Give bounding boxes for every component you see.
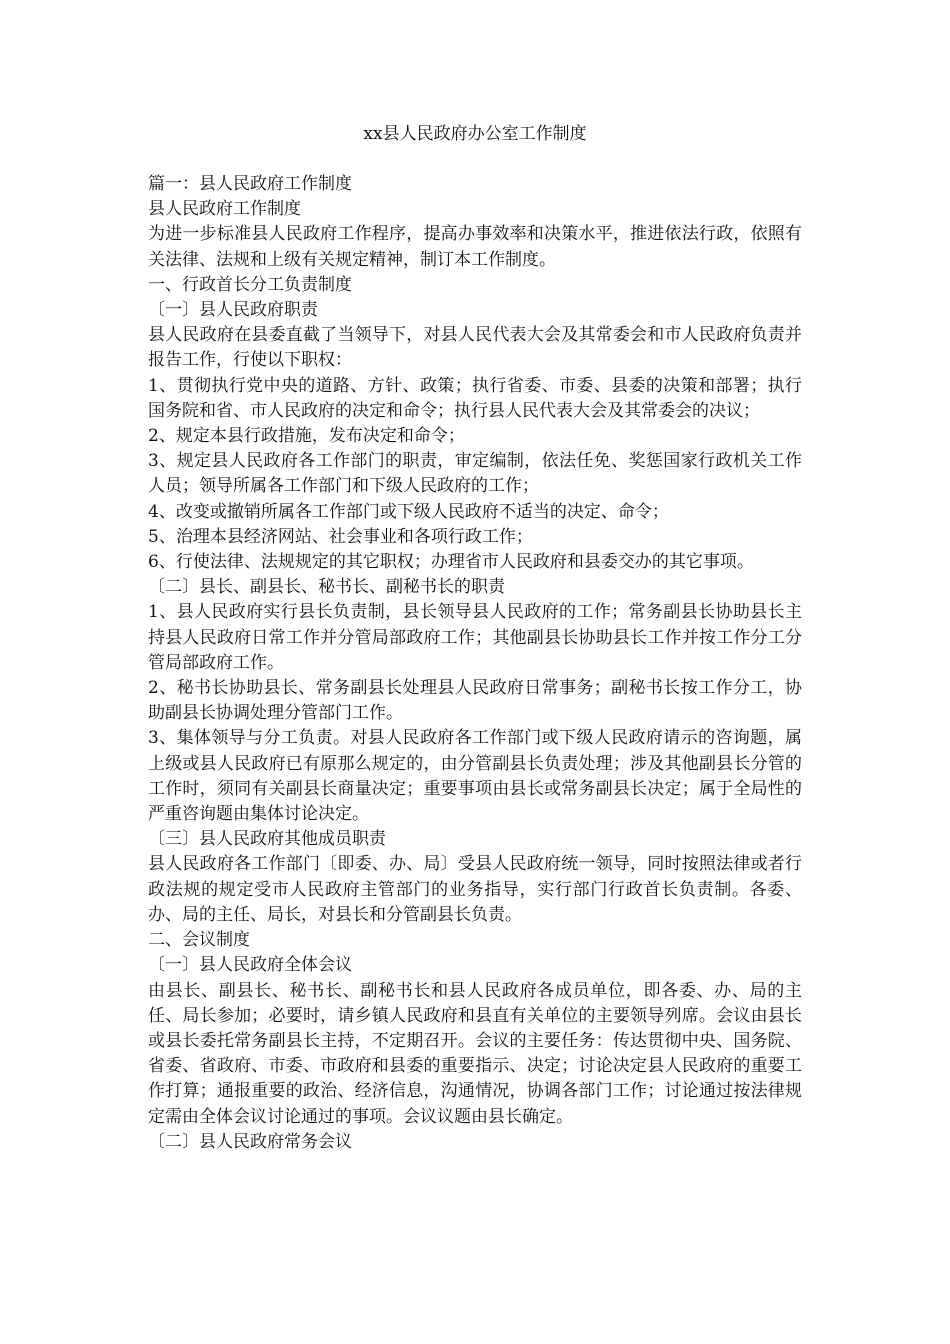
list-item: 3、集体领导与分工负责。对县人民政府各工作部门或下级人民政府请示的咨询题，属上级或县人民政府已有原那么规定的，由分管副县长负责处理；涉及其他副县长分管的工作时，须同有关副县长商量决定；重要事项由县长或常务副县长决定；属于全局性的严重咨询题由集体讨论决定。 (148, 728, 802, 825)
paragraph: 县人民政府各工作部门〔即委、办、局〕受县人民政府统一领导，同时按照法律或者行政法规的规定受市人民政府主管部门的业务指导，实行部门行政首长负责制。各委、办、局的主任、局长，对县长和分管副县长负责。 (148, 854, 802, 925)
list-item: 5、治理本县经济网站、社会事业和各项行政工作； (148, 526, 533, 547)
subsection-heading: 〔一〕县人民政府职责 (148, 300, 318, 321)
list-item: 3、规定县人民政府各工作部门的职责，审定编制，依法任免、奖惩国家行政机关工作人员；领导所属各工作部门和下级人民政府的工作； (148, 451, 802, 497)
list-item: 6、行使法律、法规规定的其它职权；办理省市人民政府和县委交办的其它事项。 (148, 552, 754, 573)
subsection-heading: 〔二〕县人民政府常务会议 (148, 1131, 352, 1152)
list-item: 1、县人民政府实行县长负责制，县长领导县人民政府的工作；常务副县长协助县长主持县人民政府日常工作并分管局部政府工作；其他副县长协助县长工作并按工作分工分管局部政府工作。 (148, 602, 802, 673)
paragraph: 县人民政府在县委直截了当领导下，对县人民代表大会及其常委会和市人民政府负责并报告工作，行使以下职权： (148, 325, 802, 371)
paragraph: 为进一步标准县人民政府工作程序，提高办事效率和决策水平，推进依法行政，依照有关法律、法规和上级有关规定精神，制订本工作制度。 (148, 224, 802, 270)
document-title: xx县人民政府办公室工作制度 (363, 124, 587, 144)
list-item: 2、秘书长协助县长、常务副县长处理县人民政府日常事务；副秘书长按工作分工，协助副县长协调处理分管部门工作。 (148, 678, 802, 724)
list-item: 4、改变或撤销所属各工作部门或下级人民政府不适当的决定、命令； (148, 501, 669, 522)
document-body (148, 172, 802, 1155)
section-heading: 一、行政首长分工负责制度 (148, 274, 352, 295)
sub-title: 县人民政府工作制度 (148, 199, 301, 220)
section-heading: 篇一：县人民政府工作制度 (148, 174, 352, 194)
section-heading: 二、会议制度 (148, 930, 250, 951)
list-item: 2、规定本县行政措施，发布决定和命令； (148, 426, 465, 447)
list-item: 1、贯彻执行党中央的道路、方针、政策；执行省委、市委、县委的决策和部署；执行国务院和省、市人民政府的决定和命令；执行县人民代表大会及其常委会的决议； (148, 375, 802, 421)
subsection-heading: 〔二〕县长、副县长、秘书长、副秘书长的职责 (148, 577, 505, 598)
subsection-heading: 〔一〕县人民政府全体会议 (148, 955, 352, 976)
paragraph: 由县长、副县长、秘书长、副秘书长和县人民政府各成员单位，即各委、办、局的主任、局长参加；必要时，请乡镇人民政府和县直有关单位的主要领导列席。会议由县长或县长委托常务副县长主持，不定期召开。会议的主要任务：传达贯彻中央、国务院、省委、省政府、市委、市政府和县委的重要指示、决定；讨论决定县人民政府的重要工作打算；通报重要的政治、经济信息，沟通情况，协调各部门工作；讨论通过按法律规定需由全体会议讨论通过的事项。会议议题由县长确定。 (148, 980, 802, 1127)
subsection-heading: 〔三〕县人民政府其他成员职责 (148, 829, 386, 850)
